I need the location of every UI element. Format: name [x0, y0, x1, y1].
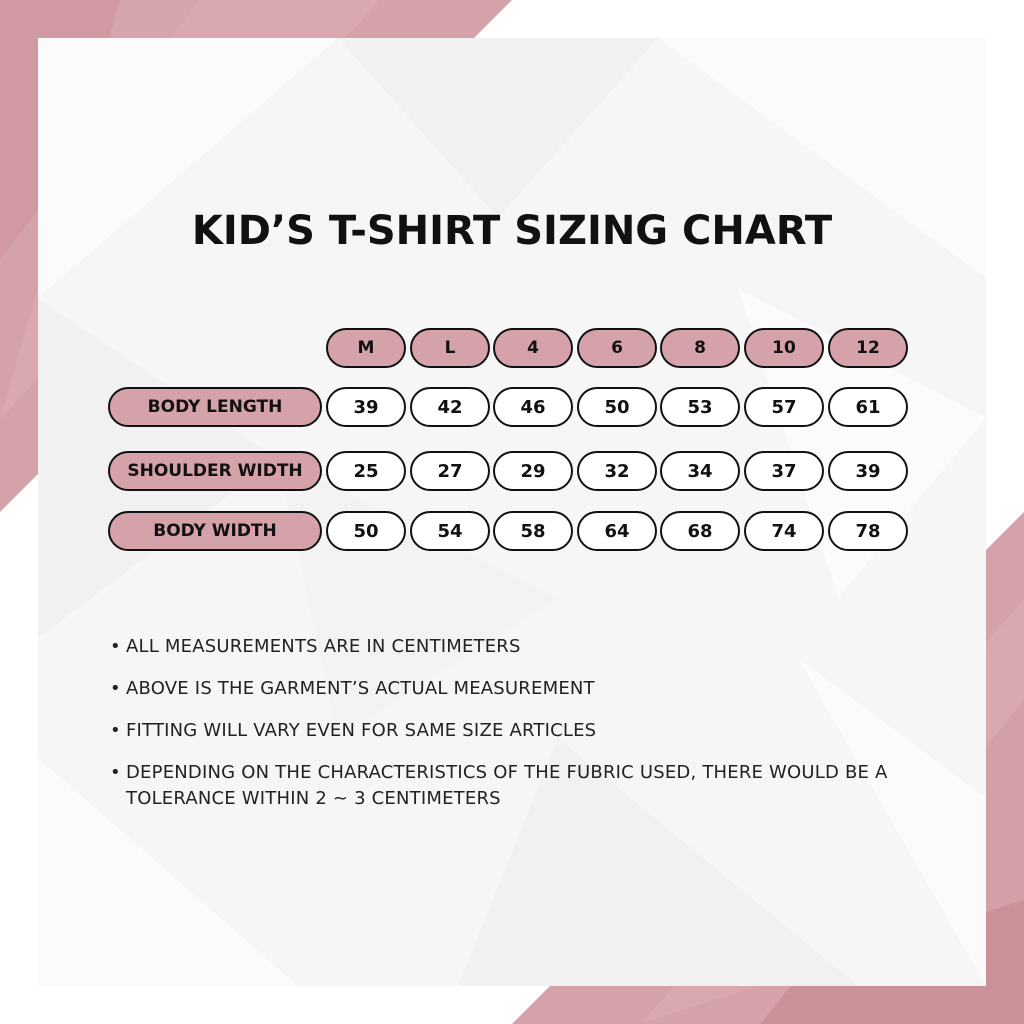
bullet-icon: •	[110, 678, 121, 699]
cell-body-width-10: 74	[744, 511, 824, 551]
bullet-icon: •	[110, 762, 121, 783]
cell-body-width-12: 78	[828, 511, 908, 551]
size-header-10: 10	[744, 328, 824, 368]
notes-list	[110, 634, 930, 828]
cell-body-width-m: 50	[326, 511, 406, 551]
size-header-8: 8	[660, 328, 740, 368]
cell-body-width-6: 64	[577, 511, 657, 551]
cell-shoulder-width-m: 25	[326, 451, 406, 491]
size-header-m: M	[326, 328, 406, 368]
note-text: DEPENDING ON THE CHARACTERISTICS OF THE FUBRIC USED, THERE WOULD BE A TOLERANCE WITHIN 2 ~ 3 CENTIMETERS	[126, 762, 888, 809]
cell-body-length-4: 46	[493, 387, 573, 427]
cell-body-width-8: 68	[660, 511, 740, 551]
cell-body-length-12: 61	[828, 387, 908, 427]
size-header-6: 6	[577, 328, 657, 368]
cell-shoulder-width-8: 34	[660, 451, 740, 491]
bullet-icon: •	[110, 636, 121, 657]
page-title: KID’S T-SHIRT SIZING CHART	[191, 208, 833, 254]
cell-body-length-6: 50	[577, 387, 657, 427]
cell-shoulder-width-l: 27	[410, 451, 490, 491]
size-header-4: 4	[493, 328, 573, 368]
note-text: ABOVE IS THE GARMENT’S ACTUAL MEASUREMENT	[126, 678, 595, 699]
size-header-l: L	[410, 328, 490, 368]
content-panel	[38, 38, 986, 986]
row-label-body-width: BODY WIDTH	[108, 511, 322, 551]
cell-shoulder-width-10: 37	[744, 451, 824, 491]
row-label-body-length: BODY LENGTH	[108, 387, 322, 427]
cell-shoulder-width-12: 39	[828, 451, 908, 491]
cell-body-length-m: 39	[326, 387, 406, 427]
cell-body-width-l: 54	[410, 511, 490, 551]
note-text: ALL MEASUREMENTS ARE IN CENTIMETERS	[126, 636, 521, 657]
note-item	[110, 718, 930, 744]
size-header-12: 12	[828, 328, 908, 368]
note-text: FITTING WILL VARY EVEN FOR SAME SIZE ARTICLES	[126, 720, 597, 741]
note-item	[110, 634, 930, 660]
note-item	[110, 760, 930, 812]
bullet-icon: •	[110, 720, 121, 741]
cell-shoulder-width-6: 32	[577, 451, 657, 491]
size-table	[38, 38, 986, 986]
cell-shoulder-width-4: 29	[493, 451, 573, 491]
cell-body-length-8: 53	[660, 387, 740, 427]
cell-body-length-10: 57	[744, 387, 824, 427]
row-label-shoulder-width: SHOULDER WIDTH	[108, 451, 322, 491]
cell-body-width-4: 58	[493, 511, 573, 551]
cell-body-length-l: 42	[410, 387, 490, 427]
note-item	[110, 676, 930, 702]
